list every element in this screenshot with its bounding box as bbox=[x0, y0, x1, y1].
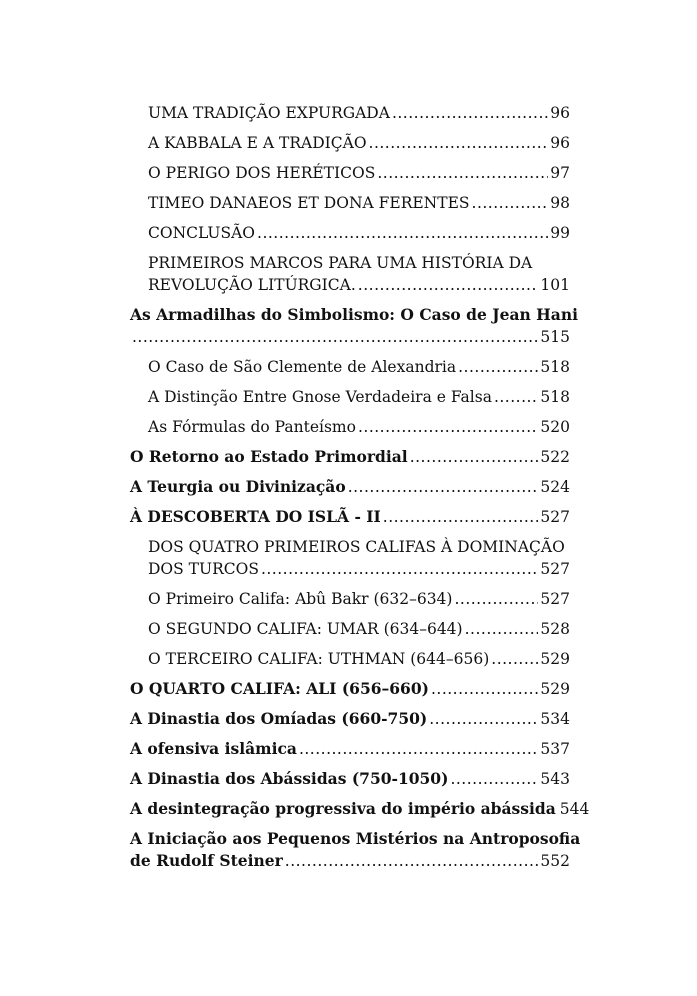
toc-entry-title: As Fórmulas do Panteísmo bbox=[148, 418, 356, 436]
toc-entry-page: 527 bbox=[540, 560, 570, 578]
toc-entry bbox=[130, 356, 570, 378]
toc-entry bbox=[130, 386, 570, 408]
toc-entry-page: 515 bbox=[540, 328, 570, 346]
toc-entry-page: 524 bbox=[540, 478, 570, 496]
toc-entry bbox=[130, 132, 570, 154]
leader-dots bbox=[369, 132, 549, 154]
toc-entry bbox=[130, 588, 570, 610]
toc-entry-title: A Dinastia dos Omíadas (660-750) bbox=[130, 709, 428, 728]
toc-entry-page: 518 bbox=[540, 388, 570, 406]
toc-entry-title: O SEGUNDO CALIFA: UMAR (634–644) bbox=[148, 620, 463, 638]
toc-entry-page: 552 bbox=[540, 852, 570, 870]
toc-entry bbox=[130, 304, 579, 348]
leader-dots bbox=[348, 476, 539, 498]
toc-entry-title: O Primeiro Califa: Abû Bakr (632–634) bbox=[148, 590, 453, 608]
toc-entry-title: À DESCOBERTA DO ISLÃ - II bbox=[130, 507, 381, 526]
toc-entry-page: 518 bbox=[540, 358, 570, 376]
toc-entry-title: A Dinastia dos Abássidas (750-1050) bbox=[130, 769, 449, 788]
leader-dots bbox=[392, 102, 548, 124]
toc-entry-page: 527 bbox=[540, 508, 570, 526]
toc-entry-title-line1: A Iniciação aos Pequenos Mistérios na Antroposofia bbox=[130, 829, 581, 848]
toc-entry bbox=[130, 162, 570, 184]
leader-dots bbox=[491, 648, 538, 670]
leader-dots bbox=[358, 274, 539, 296]
toc-entry-page: 534 bbox=[540, 710, 570, 728]
toc-entry-title: O QUARTO CALIFA: ALI (656–660) bbox=[130, 679, 429, 698]
toc-entry-title: A ofensiva islâmica bbox=[130, 739, 297, 758]
toc-entry-title: CONCLUSÃO bbox=[148, 224, 256, 242]
toc-entry bbox=[130, 506, 570, 528]
toc-entry bbox=[130, 738, 570, 760]
toc-entry-title: O TERCEIRO CALIFA: UTHMAN (644–656) bbox=[148, 650, 490, 668]
leader-dots bbox=[132, 326, 538, 348]
toc-entry-title: O Retorno ao Estado Primordial bbox=[130, 447, 408, 466]
leader-dots bbox=[465, 618, 539, 640]
leader-dots bbox=[450, 768, 538, 790]
toc-entry bbox=[130, 192, 570, 214]
leader-dots bbox=[494, 386, 538, 408]
toc-entry bbox=[130, 222, 570, 244]
toc-entry-page: 522 bbox=[540, 448, 570, 466]
toc-entry bbox=[130, 618, 570, 640]
table-of-contents bbox=[130, 102, 590, 880]
toc-entry-title-line2: DOS TURCOS bbox=[148, 560, 259, 578]
toc-entry bbox=[130, 708, 570, 730]
leader-dots bbox=[285, 850, 539, 872]
leader-dots bbox=[377, 162, 548, 184]
toc-entry-title: A Teurgia ou Divinização bbox=[130, 477, 346, 496]
toc-entry-page: 543 bbox=[540, 770, 570, 788]
toc-entry-page: 101 bbox=[540, 276, 570, 294]
toc-entry bbox=[130, 446, 570, 468]
toc-entry-title: O PERIGO DOS HERÉTICOS bbox=[148, 164, 376, 182]
toc-entry bbox=[130, 648, 570, 670]
toc-entry bbox=[130, 102, 570, 124]
leader-dots bbox=[454, 588, 538, 610]
leader-dots bbox=[472, 192, 549, 214]
toc-entry-page: 99 bbox=[550, 224, 570, 242]
toc-entry-title: O Caso de São Clemente de Alexandria bbox=[148, 358, 457, 376]
leader-dots bbox=[257, 222, 548, 244]
leader-dots bbox=[383, 506, 539, 528]
leader-dots bbox=[429, 708, 538, 730]
toc-entry bbox=[130, 536, 570, 580]
toc-entry-title: A desintegração progressiva do império abássida bbox=[130, 799, 556, 818]
toc-entry-page: 98 bbox=[550, 194, 570, 212]
toc-entry-page: 527 bbox=[540, 590, 570, 608]
toc-entry-title-line2: REVOLUÇÃO LITÚRGICA. bbox=[148, 276, 356, 294]
leader-dots bbox=[299, 738, 538, 760]
toc-entry-title-line1: DOS QUATRO PRIMEIROS CALIFAS À DOMINAÇÃO bbox=[148, 538, 565, 556]
toc-entry-page: 528 bbox=[540, 620, 570, 638]
toc-entry bbox=[130, 416, 570, 438]
toc-entry-page: 520 bbox=[540, 418, 570, 436]
toc-entry bbox=[130, 768, 570, 790]
toc-entry-title-line1: PRIMEIROS MARCOS PARA UMA HISTÓRIA DA bbox=[148, 254, 533, 272]
toc-entry-title-line2: de Rudolf Steiner bbox=[130, 851, 283, 870]
toc-entry-page: 96 bbox=[550, 134, 570, 152]
toc-entry bbox=[130, 252, 570, 296]
toc-entry-page: 97 bbox=[550, 164, 570, 182]
toc-entry-page: 529 bbox=[540, 650, 570, 668]
toc-entry-title: A KABBALA E A TRADIÇÃO bbox=[148, 134, 367, 152]
toc-entry-title: A Distinção Entre Gnose Verdadeira e Falsa bbox=[148, 388, 492, 406]
toc-entry-page: 537 bbox=[540, 740, 570, 758]
toc-entry bbox=[130, 678, 570, 700]
leader-dots bbox=[358, 416, 538, 438]
leader-dots bbox=[431, 678, 538, 700]
leader-dots bbox=[261, 558, 538, 580]
toc-entry bbox=[130, 798, 590, 820]
toc-entry-title: UMA TRADIÇÃO EXPURGADA bbox=[148, 104, 390, 122]
toc-entry-page: 544 bbox=[559, 800, 590, 818]
leader-dots bbox=[458, 356, 538, 378]
toc-entry bbox=[130, 476, 570, 498]
leader-dots bbox=[410, 446, 539, 468]
toc-entry-page: 529 bbox=[540, 680, 570, 698]
toc-entry-title: TIMEO DANAEOS ET DONA FERENTES bbox=[148, 194, 470, 212]
toc-entry bbox=[130, 828, 581, 872]
toc-entry-page: 96 bbox=[550, 104, 570, 122]
toc-entry-title-line1: As Armadilhas do Simbolismo: O Caso de Jean Hani bbox=[130, 305, 579, 324]
